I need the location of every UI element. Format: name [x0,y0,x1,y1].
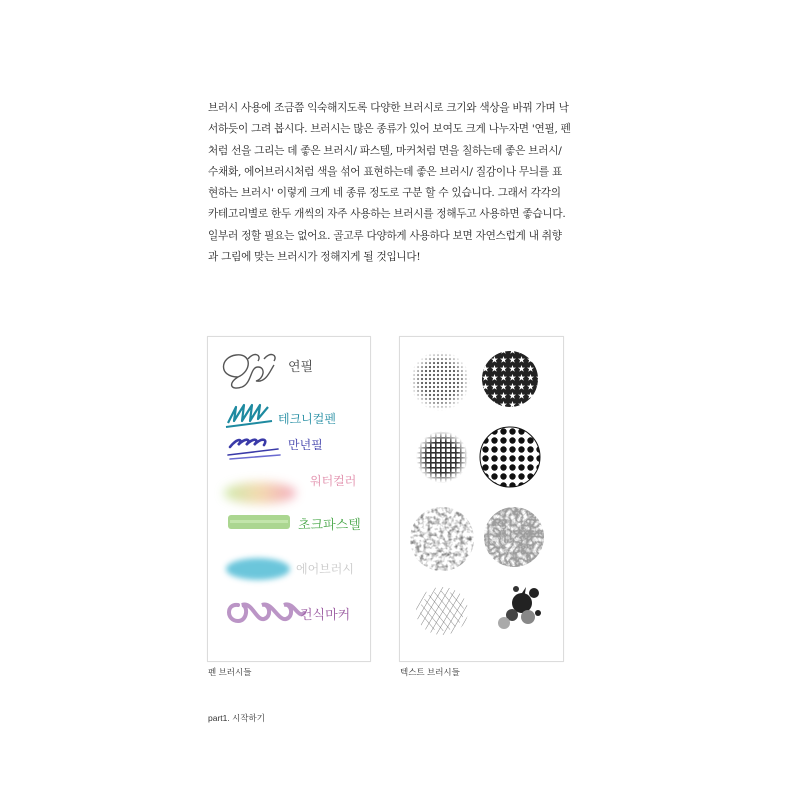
grid-pattern-sample [416,431,468,483]
page-footer: part1. 시작하기 [208,713,265,723]
brush-label-airbrush: 에어브러시 [296,562,354,576]
body-line: 서하듯이 그려 봅시다. 브러시는 많은 종류가 있어 보여도 크게 나누자면 '연필, 펜 [208,123,571,136]
texture-brushes-caption: 텍스트 브러시들 [400,667,460,677]
watercolor-stroke [224,482,296,504]
airbrush-stroke [226,558,290,580]
pen-brushes-caption: 펜 브러시들 [208,667,252,677]
pen-brush-panel [207,336,371,662]
texture-brush-samples [400,337,563,661]
scribble-texture-sample [484,507,544,567]
body-line: 수채화, 에어브러시처럼 색을 섞어 표현하는데 좋은 브러시/ 질감이나 무늬를 표 [208,165,562,178]
body-paragraph [208,98,578,268]
polka-dot-sample [480,427,540,487]
brush-label-watercolor: 워터컬러 [310,474,357,488]
brush-label-technical-pen: 테크니컬펜 [278,412,336,426]
pen-brush-samples [208,337,370,661]
body-line: 일부러 정할 필요는 없어요. 골고루 다양하게 사용하다 보면 자연스럽게 내 취향 [208,229,562,242]
splatter-sample [498,586,541,629]
brush-label-pencil: 연필 [288,360,314,375]
body-line: 처럼 선을 그리는 데 좋은 브러시/ 파스텔, 마커처럼 면을 칠하는데 좋은 브러시/ [208,144,562,157]
brush-label-dry-marker: 건식마커 [300,608,351,623]
brush-label-chalk-pastel: 초크파스텔 [298,518,361,533]
noise-texture-sample [410,507,474,571]
brush-label-fountain-pen: 만년필 [288,438,323,452]
chalk-pastel-stroke [228,515,290,529]
technical-pen-stroke [226,405,272,427]
pencil-stroke [224,355,276,389]
star-pattern-sample [482,351,538,407]
crosshatch-sample [416,587,468,635]
fountain-pen-stroke [228,440,280,459]
body-line: 현하는 브러시' 이렇게 크게 네 종류 정도로 구분 할 수 있습니다. 그래서 각각의 [208,187,561,200]
dry-marker-stroke [229,604,304,621]
texture-brush-panel [399,336,564,662]
body-line: 브러시 사용에 조금쯤 익숙해지도록 다양한 브러시로 크기와 색상을 바꿔 가며 낙 [208,102,569,114]
body-line: 카테고리별로 한두 개씩의 자주 사용하는 브러시를 정해두고 사용하면 좋습니다. [208,208,566,221]
body-line: 과 그림에 맞는 브러시가 정해지게 될 것입니다! [208,251,421,264]
halftone-dots-sample [410,351,470,411]
